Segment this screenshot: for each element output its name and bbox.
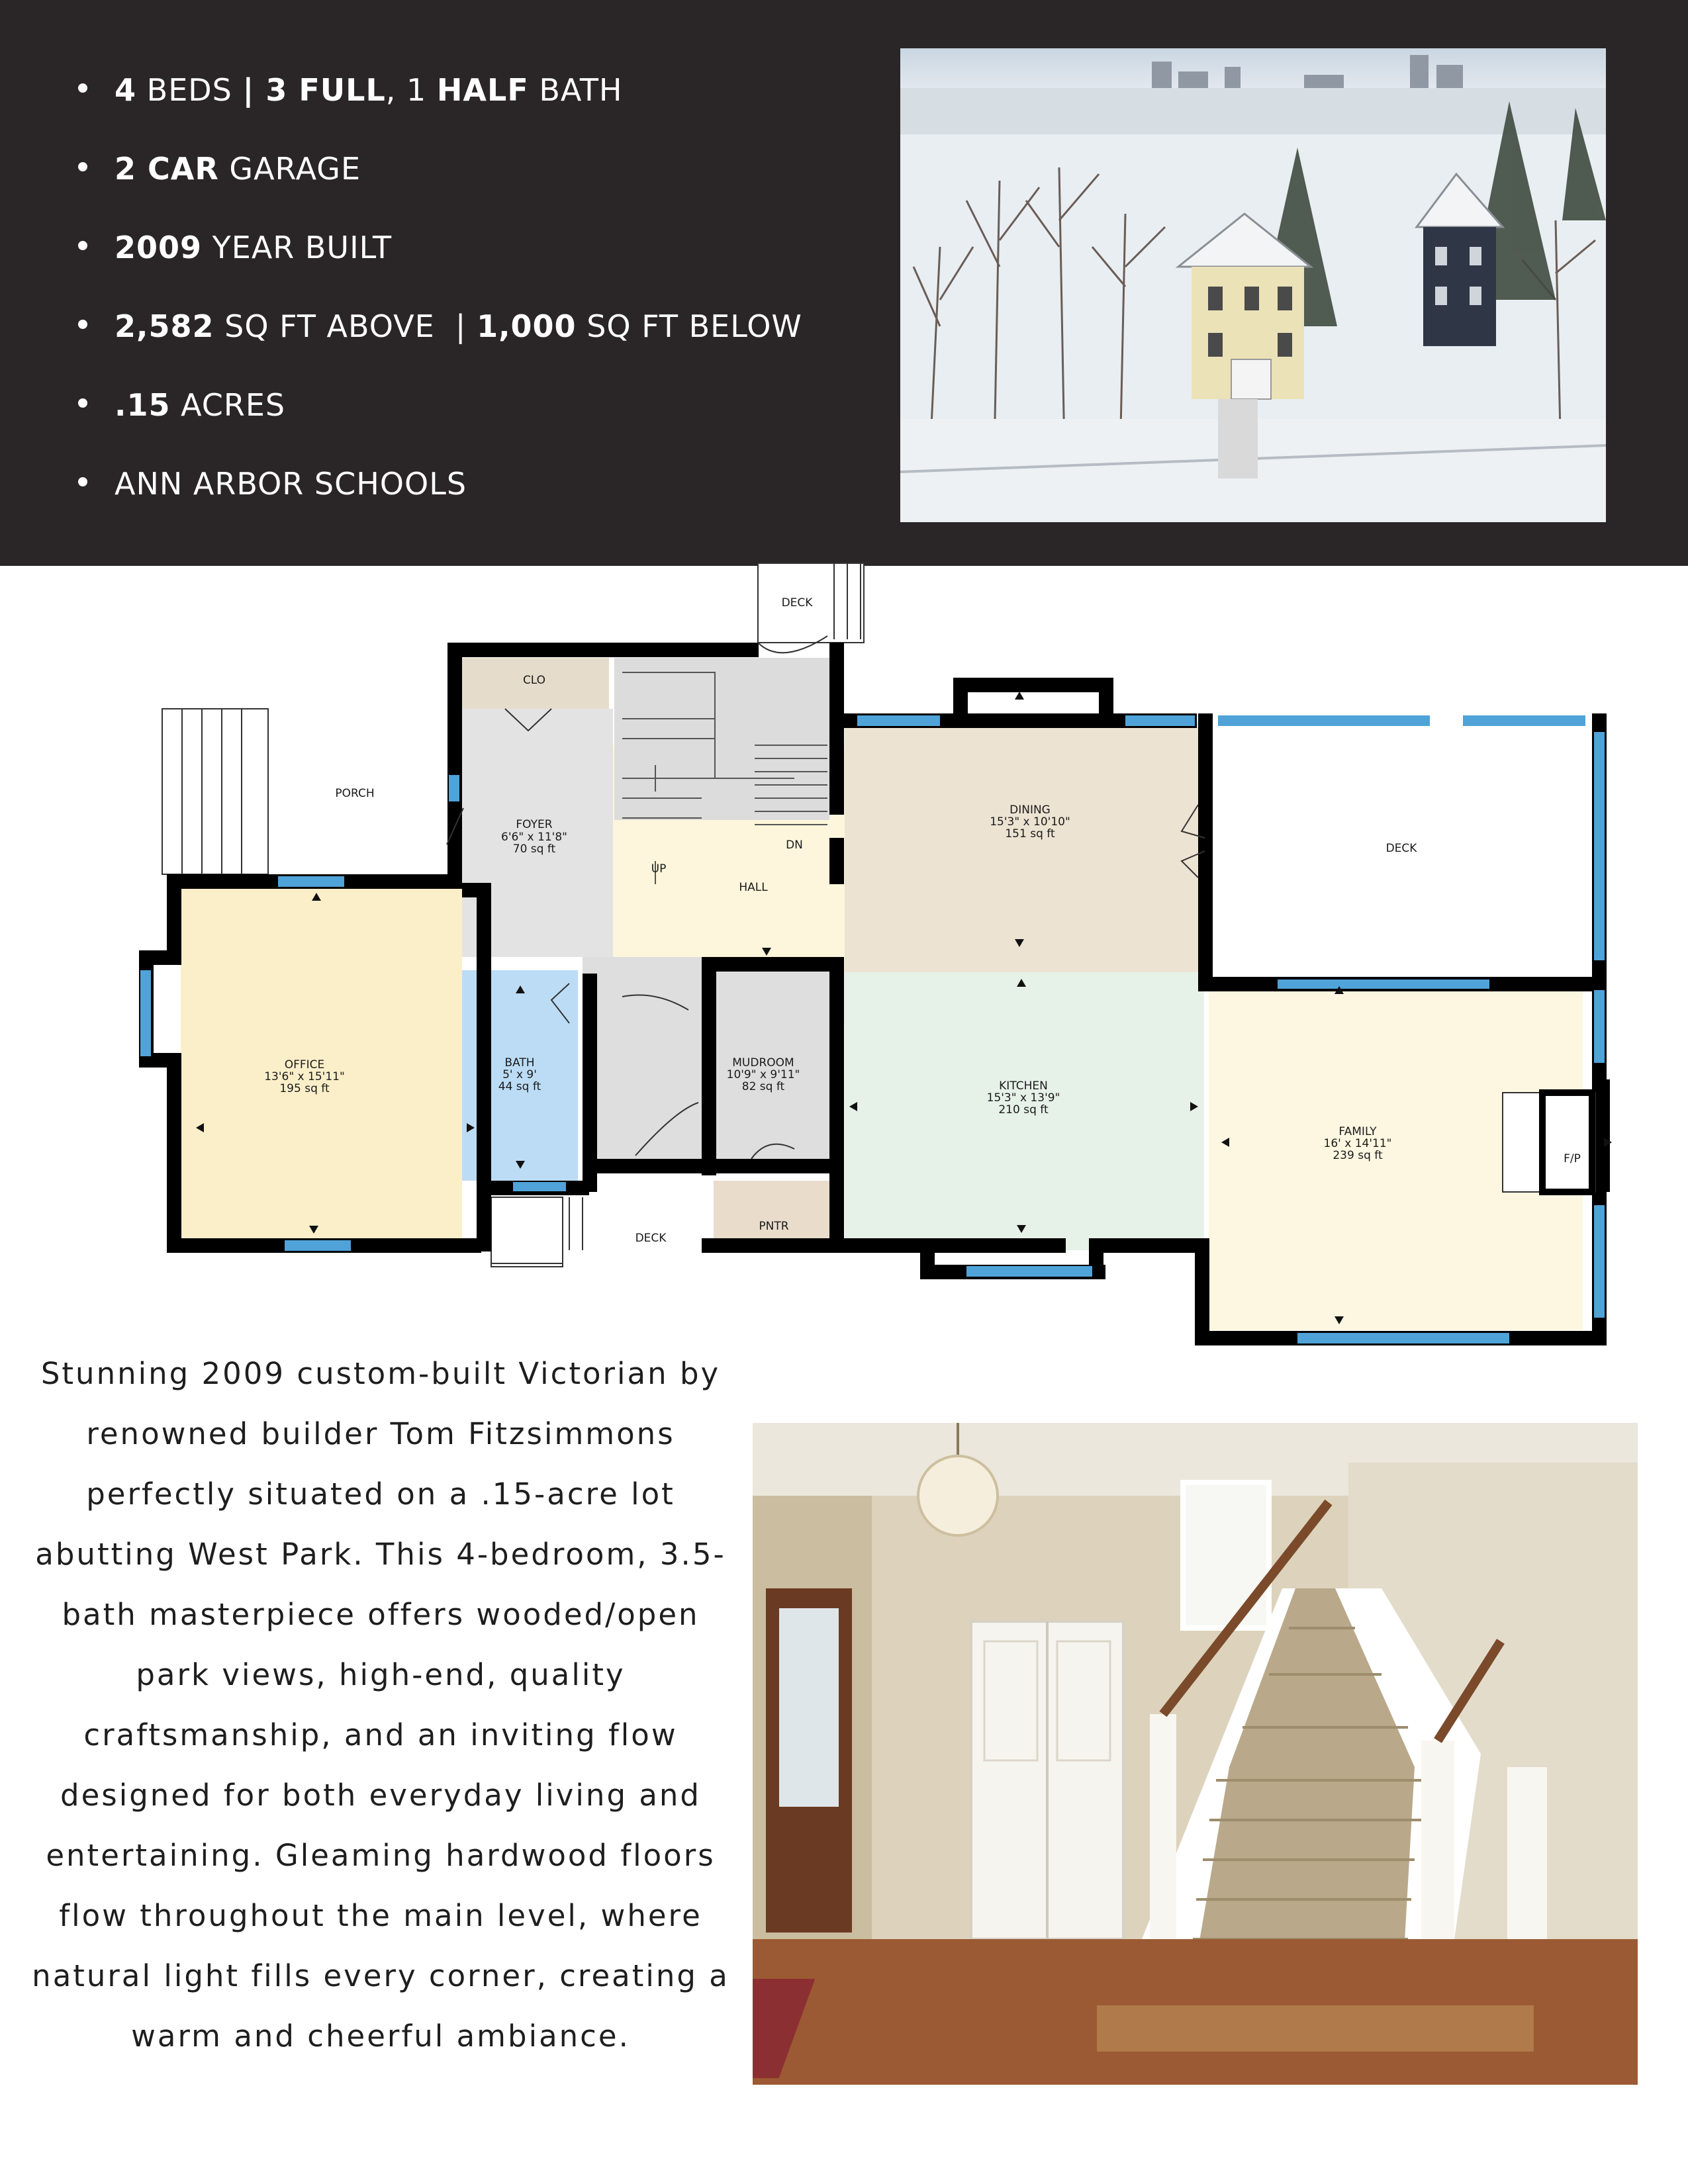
feature-text: | 3 FULL [242,72,386,108]
mudroom-area: 82 sq ft [741,1080,785,1093]
mudroom-label: MUDROOM [732,1056,794,1069]
feature-text: 2009 [115,230,203,265]
fireplace-label: F/P [1564,1152,1581,1165]
kitchen-dims: 15'3" x 13'9" [986,1091,1060,1105]
foyer-area: 70 sq ft [512,842,556,856]
feature-text: YEAR BUILT [202,230,393,265]
feature-text: , 1 [385,72,437,108]
feature-text: SQ FT BELOW [576,308,802,344]
deck-right-label: DECK [1385,842,1417,855]
porch-label: PORCH [335,787,375,800]
kitchen-label: KITCHEN [999,1079,1048,1093]
office-area: 195 sq ft [279,1082,330,1095]
feature-text: 4 [115,72,137,108]
foyer-label: FOYER [516,818,553,831]
bullet-icon [78,320,87,329]
bullet-icon [78,162,87,171]
deck-top-label: DECK [781,596,813,610]
feature-text: BEDS [136,72,243,108]
dining-room [845,722,1204,972]
feature-text: 1,000 [477,308,577,344]
bath-area: 44 sq ft [498,1080,541,1093]
office-dims: 13'6" x 15'11" [264,1070,345,1083]
feature-list [78,58,802,531]
feature-item [78,58,802,137]
closet-label: CLO [522,674,546,687]
bullet-icon [78,83,87,93]
dining-dims: 15'3" x 10'10" [990,815,1070,829]
office-label: OFFICE [284,1058,325,1071]
deck-bottom-label: DECK [635,1232,667,1245]
feature-text: ACRES [170,387,286,423]
feature-text: 2,582 [115,308,214,344]
dining-label: DINING [1009,803,1051,817]
feature-text: GARAGE [218,151,361,187]
mudroom-dims: 10'9" x 9'11" [726,1068,800,1081]
family-label: FAMILY [1338,1125,1377,1138]
family-area: 239 sq ft [1333,1149,1383,1162]
feature-text: .15 [115,387,171,423]
feature-text: HALF [436,72,529,108]
bath-label: BATH [504,1056,535,1069]
bath-dims: 5' x 9' [502,1068,537,1081]
feature-text: 2 CAR [115,151,219,187]
family-dims: 16' x 14'11" [1323,1137,1392,1150]
foyer-staircase-photo [753,1423,1638,2085]
up-label: UP [651,862,667,876]
feature-text: SQ FT ABOVE | [214,308,477,344]
dn-label: DN [786,839,803,852]
feature-text: BATH [528,72,623,108]
feature-item [78,216,802,295]
bullet-icon [78,477,87,486]
feature-item [78,373,802,452]
bullet-icon [78,241,87,250]
aerial-house-photo [900,48,1606,522]
kitchen-area: 210 sq ft [998,1103,1049,1116]
pantry-label: PNTR [759,1220,789,1233]
feature-item [78,295,802,373]
feature-item [78,137,802,216]
foyer-dims: 6'6" x 11'8" [501,831,567,844]
property-description: Stunning 2009 custom-built Victorian by renowned builder Tom Fitzsimmons perfectly situated on a .15-acre lot abutting West Park. This 4-bedroom, 3.5-bath masterpiece offers wooded/open park views, high-end, quality craftsmanship, and an inviting flow designed for both everyday living and entertaining. Gleaming hardwood floors flow throughout the main level, where natural light fills every corner, creating a warm and cheerful ambiance. [32,1356,729,2054]
hall-label: HALL [739,881,768,894]
bullet-icon [78,398,87,408]
feature-text: ANN ARBOR SCHOOLS [115,466,467,502]
feature-item [78,452,802,531]
floor-plan [132,560,1622,1354]
fireplace [1503,1093,1595,1192]
feature-banner [0,0,1688,566]
dining-area: 151 sq ft [1005,827,1055,841]
